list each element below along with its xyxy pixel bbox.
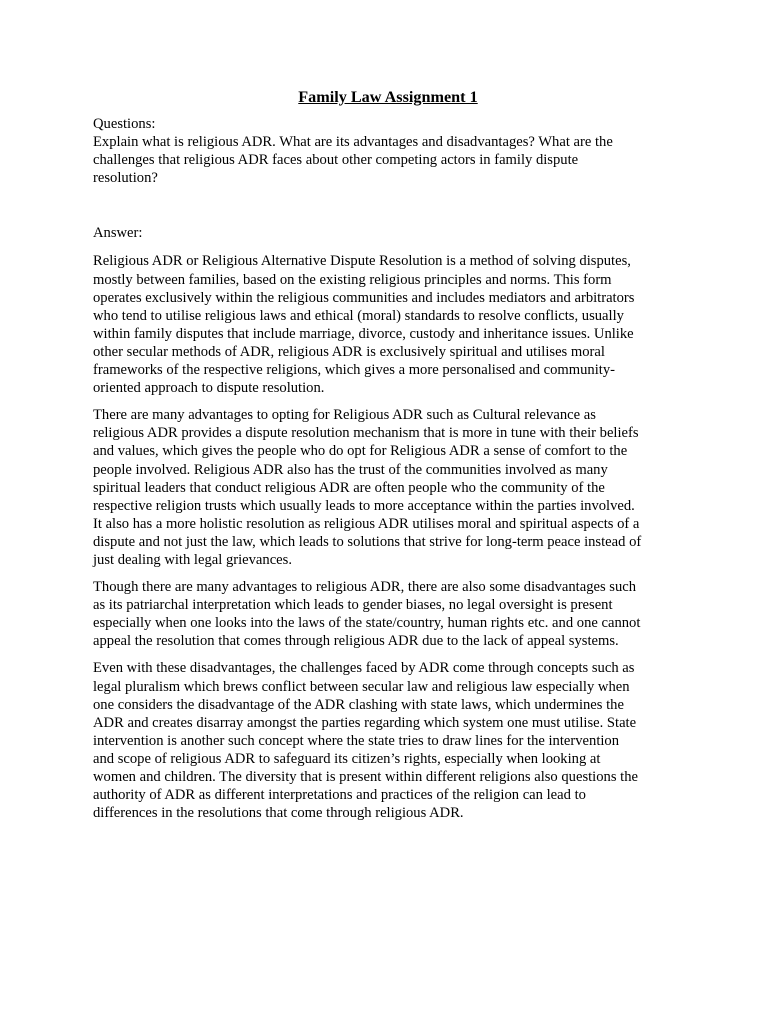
paragraph-line: Religious ADR or Religious Alternative Dispute Resolution is a method of solving disputes, [93, 253, 631, 270]
document-title: Family Law Assignment 1 [298, 88, 478, 106]
paragraph-disadvantages [93, 578, 683, 650]
paragraph-line: legal pluralism which brews conflict between secular law and religious law especially when [93, 678, 630, 695]
paragraph-line: authority of ADR as different interpretations and practices of the religion can lead to [93, 787, 586, 804]
paragraph-line: ADR and creates disarray amongst the parties regarding which system one must utilise. State [93, 714, 637, 731]
paragraph-line: respective religion trusts which usually leads to more acceptance within the parties involved. [93, 497, 635, 514]
paragraph-line: frameworks of the respective religions, which gives a more personalised and community- [93, 362, 615, 379]
paragraph-line: within family disputes that include marriage, divorce, custody and inheritance issues. Unlike [93, 325, 634, 342]
paragraph-line: spiritual leaders that conduct religious ADR are often people who the community of the [93, 479, 605, 496]
paragraph-line: just dealing with legal grievances. [93, 551, 292, 568]
paragraph-line: There are many advantages to opting for Religious ADR such as Cultural relevance as [93, 407, 596, 424]
question-line: Explain what is religious ADR. What are its advantages and disadvantages? What are the [93, 134, 613, 151]
paragraph-line: religious ADR provides a dispute resolution mechanism that is more in tune with their beliefs [93, 425, 639, 442]
paragraph-line: one considers the disadvantage of the ADR clashing with state laws, which undermines the [93, 696, 624, 713]
question-line: resolution? [93, 170, 158, 187]
paragraph-line: Even with these disadvantages, the challenges faced by ADR come through concepts such as [93, 660, 635, 677]
paragraph-line: operates exclusively within the religious communities and includes mediators and arbitrators [93, 289, 635, 306]
paragraph-line: who tend to utilise religious laws and ethical (moral) standards to resolve conflicts, usually [93, 307, 624, 324]
paragraph-line: mostly between families, based on the existing religious principles and norms. This form [93, 271, 612, 288]
answer-label: Answer: [93, 225, 143, 242]
question-text [93, 133, 683, 187]
paragraph-line: especially when one looks into the laws of the state/country, human rights etc. and one cannot [93, 615, 641, 632]
paragraph-line: people involved. Religious ADR also has the trust of the communities involved as many [93, 461, 608, 478]
paragraph-line: Though there are many advantages to religious ADR, there are also some disadvantages such [93, 579, 637, 596]
paragraph-line: appeal the resolution that comes through religious ADR due to the lack of appeal systems. [93, 633, 619, 650]
paragraph-line: as its patriarchal interpretation which leads to gender biases, no legal oversight is present [93, 597, 613, 614]
paragraph-line: differences in the resolutions that come through religious ADR. [93, 805, 464, 822]
paragraph-line: oriented approach to dispute resolution. [93, 380, 325, 397]
paragraph-challenges [93, 659, 683, 822]
paragraph-line: and values, which gives the people who do opt for Religious ADR a sense of comfort to the [93, 443, 628, 460]
spacer [93, 187, 683, 224]
paragraph-line: It also has a more holistic resolution as religious ADR utilises moral and spiritual aspects of a [93, 515, 640, 532]
question-line: challenges that religious ADR faces about other competing actors in family dispute [93, 152, 579, 169]
questions-label: Questions: [93, 116, 156, 132]
document-body [93, 87, 683, 831]
paragraph-line: other secular methods of ADR, religious ADR is exclusively spiritual and utilises moral [93, 343, 605, 360]
paragraph-line: and scope of religious ADR to safeguard its citizen’s rights, especially when looking at [93, 750, 601, 767]
paragraph-definition [93, 252, 683, 397]
paragraph-line: dispute and not just the law, which leads to solutions that strive for long-term peace instead of [93, 533, 642, 550]
paragraph-line: women and children. The diversity that is present within different religions also questions the [93, 769, 638, 785]
paragraph-advantages [93, 406, 683, 569]
paragraph-line: intervention is another such concept where the state tries to draw lines for the intervention [93, 732, 620, 749]
